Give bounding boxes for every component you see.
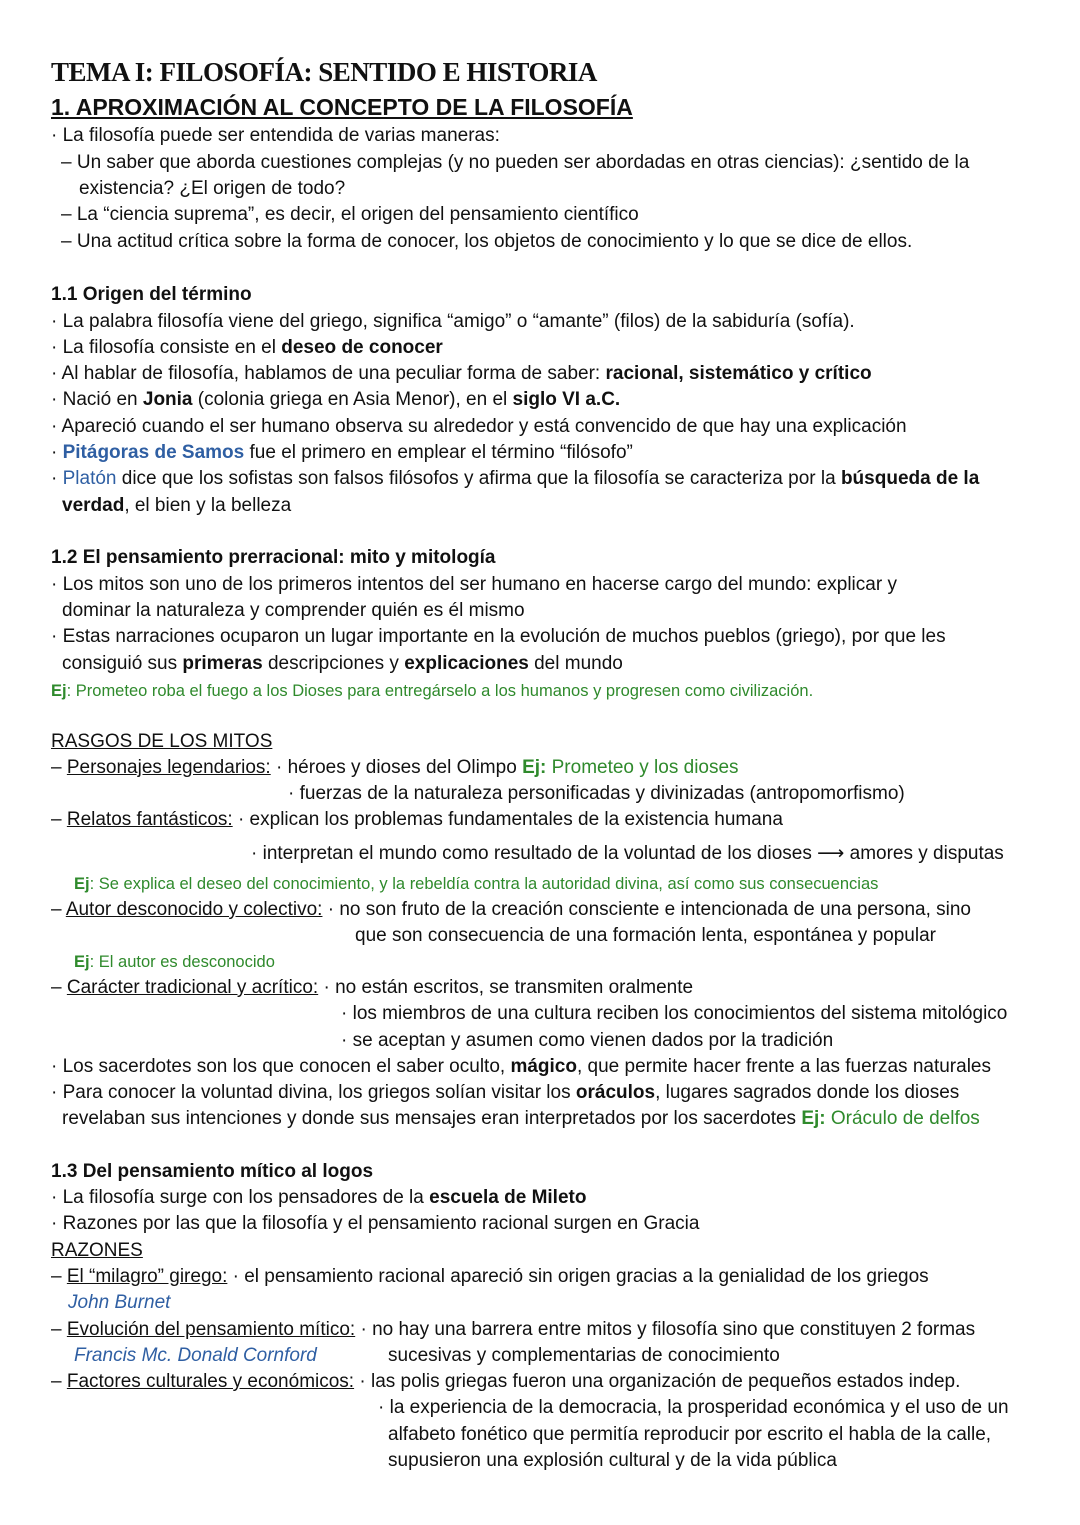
s1-line-5: – Una actitud crítica sobre la forma de conocer, los objetos de conocimiento y lo que se dice de ellos. xyxy=(61,231,913,252)
s12-line-4 xyxy=(62,653,623,675)
s1-line-2: – Un saber que aborda cuestiones complejas (y no pueden ser abordadas en otras ciencias): ¿sentido de la xyxy=(61,152,970,173)
example-autor xyxy=(74,951,275,973)
bold-text: primeras xyxy=(182,653,263,674)
bold-text: escuela de Mileto xyxy=(429,1187,587,1208)
example-label: Ej xyxy=(74,953,90,971)
s11-line-6 xyxy=(51,442,633,464)
text: del mundo xyxy=(528,653,623,674)
s11-line-3 xyxy=(51,363,872,385)
text: · no están escritos, se transmiten oralmente xyxy=(318,977,694,998)
rasgo-2-line-2: · interpretan el mundo como resultado de la voluntad de los dioses ⟶ amores y disputas xyxy=(251,843,1004,864)
razon-label: Evolución del pensamiento mítico: xyxy=(66,1319,356,1340)
text: · xyxy=(51,442,63,463)
s11-line-4 xyxy=(51,389,620,411)
razon-3-line-3: alfabeto fonético que permitía reproducir por escrito el habla de la calle, xyxy=(388,1424,992,1445)
rasgo-4-line-3: · se aceptan y asumen como vienen dados por la tradición xyxy=(341,1030,834,1051)
razon-2 xyxy=(51,1319,975,1341)
highlight-name: Pitágoras de Samos xyxy=(62,442,245,463)
text: revelaban sus intenciones y donde sus mensajes eran interpretados por los sacerdotes xyxy=(62,1108,802,1129)
example-text: Prometeo y los dioses xyxy=(546,757,739,778)
text: · La filosofía surge con los pensadores de la xyxy=(51,1187,430,1208)
razon-label: Factores culturales y económicos: xyxy=(66,1371,355,1392)
razon-3-line-2: · la experiencia de la democracia, la prosperidad económica y el uso de un xyxy=(378,1397,1009,1418)
dash: – xyxy=(51,1319,67,1340)
text: · el pensamiento racional apareció sin origen gracias a la genialidad de los griegos xyxy=(227,1266,929,1287)
bold-text: Jonia xyxy=(142,389,193,410)
example-label: Ej: xyxy=(801,1108,826,1129)
s13-line-1 xyxy=(51,1187,586,1209)
rasgos-heading: RASGOS DE LOS MITOS xyxy=(51,731,273,752)
bold-text: deseo de conocer xyxy=(281,337,443,358)
example-text: : Se explica el deseo del conocimiento, y la rebeldía contra la autoridad divina, así como sus consecuencias xyxy=(89,875,879,893)
rasgo-label: Carácter tradicional y acrítico: xyxy=(66,977,319,998)
rasgo-3 xyxy=(51,899,971,921)
section-1-heading: 1. APROXIMACIÓN AL CONCEPTO DE LA FILOSOFÍA xyxy=(51,94,633,120)
s1-line-1: · La filosofía puede ser entendida de varias maneras: xyxy=(51,125,500,146)
rasgo-label: Autor desconocido y colectivo: xyxy=(65,899,323,920)
razones-heading: RAZONES xyxy=(51,1240,143,1261)
section-1-2-heading: 1.2 El pensamiento prerracional: mito y mitología xyxy=(51,547,496,568)
s12-line-3: · Estas narraciones ocuparon un lugar importante en la evolución de muchos pueblos (griego), por que les xyxy=(51,626,946,647)
dash: – xyxy=(51,757,67,778)
text: fue el primero en emplear el término “filósofo” xyxy=(244,442,633,463)
bold-text: oráculos xyxy=(575,1082,656,1103)
mitos-line-1 xyxy=(51,1056,991,1078)
example-text: Oráculo de delfos xyxy=(825,1108,980,1129)
dash: – xyxy=(51,809,67,830)
bold-text: mágico xyxy=(510,1056,577,1077)
bold-text: verdad xyxy=(62,495,125,516)
example-label: Ej xyxy=(74,875,90,893)
razon-label: El “milagro” girego: xyxy=(66,1266,228,1287)
mitos-line-2 xyxy=(51,1082,959,1104)
text: dice que los sofistas son falsos filósofos y afirma que la filosofía se caracteriza por la xyxy=(116,468,841,489)
s11-line-7 xyxy=(51,468,979,490)
rasgo-label: Relatos fantásticos: xyxy=(66,809,233,830)
example-text: : Prometeo roba el fuego a los Dioses para entregárselo a los humanos y progresen como civilización. xyxy=(66,682,814,700)
page-title: TEMA I: FILOSOFÍA: SENTIDO E HISTORIA xyxy=(51,57,597,87)
example-prometeo xyxy=(51,680,813,702)
dash: – xyxy=(51,1371,67,1392)
text: , el bien y la belleza xyxy=(124,495,292,516)
rasgo-1 xyxy=(51,757,739,779)
dash: – xyxy=(51,1266,67,1287)
razon-3 xyxy=(51,1371,960,1393)
text: · Los sacerdotes son los que conocen el saber oculto, xyxy=(51,1056,511,1077)
text: · las polis griegas fueron una organización de pequeños estados indep. xyxy=(354,1371,961,1392)
text: · no son fruto de la creación consciente e intencionada de una persona, sino xyxy=(322,899,971,920)
text: · héroes y dioses del Olimpo xyxy=(270,757,523,778)
text: descripciones y xyxy=(262,653,405,674)
mitos-line-3 xyxy=(62,1108,980,1130)
section-1-3-heading: 1.3 Del pensamiento mítico al logos xyxy=(51,1161,374,1182)
razon-2-line-2: sucesivas y complementarias de conocimiento xyxy=(388,1345,780,1366)
highlight-name: Platón xyxy=(62,468,117,489)
bold-text: siglo VI a.C. xyxy=(512,389,621,410)
bold-text: explicaciones xyxy=(404,653,529,674)
bold-text: racional, sistemático y crítico xyxy=(605,363,872,384)
razon-1 xyxy=(51,1266,929,1288)
text: · La filosofía consiste en el xyxy=(51,337,282,358)
dash: – xyxy=(51,899,66,920)
example-label: Ej xyxy=(51,682,67,700)
text: · Al hablar de filosofía, hablamos de una peculiar forma de saber: xyxy=(51,363,606,384)
s11-line-1: · La palabra filosofía viene del griego, significa “amigo” o “amante” (filos) de la sabiduría (sofía). xyxy=(51,311,855,332)
dash: – xyxy=(51,977,67,998)
text: consiguió sus xyxy=(62,653,183,674)
s13-line-2: · Razones por las que la filosofía y el pensamiento racional surgen en Gracia xyxy=(51,1213,700,1234)
author-john-burnet: John Burnet xyxy=(68,1292,171,1313)
s1-line-4: – La “ciencia suprema”, es decir, el origen del pensamiento científico xyxy=(61,204,639,225)
author-cornford: Francis Mc. Donald Cornford xyxy=(74,1345,317,1366)
text: (colonia griega en Asia Menor), en el xyxy=(192,389,513,410)
example-label: Ej: xyxy=(522,757,547,778)
s1-line-3: existencia? ¿El origen de todo? xyxy=(79,178,346,199)
rasgo-3-line-2: que son consecuencia de una formación lenta, espontánea y popular xyxy=(355,925,936,946)
razon-3-line-4: supusieron una explosión cultural y de la vida pública xyxy=(388,1450,837,1471)
rasgo-2 xyxy=(51,809,783,831)
s11-line-8 xyxy=(62,495,291,517)
rasgo-4 xyxy=(51,977,693,999)
text: · xyxy=(51,468,63,489)
rasgo-label: Personajes legendarios: xyxy=(66,757,271,778)
s11-line-2 xyxy=(51,337,443,359)
s12-line-2: dominar la naturaleza y comprender quién es él mismo xyxy=(62,600,525,621)
text: · explican los problemas fundamentales de la existencia humana xyxy=(232,809,783,830)
rasgo-4-line-2: · los miembros de una cultura reciben los conocimientos del sistema mitológico xyxy=(341,1003,1008,1024)
text: , que permite hacer frente a las fuerzas naturales xyxy=(576,1056,991,1077)
text: · no hay una barrera entre mitos y filosofía sino que constituyen 2 formas xyxy=(355,1319,976,1340)
bold-text: búsqueda de la xyxy=(840,468,980,489)
text: , lugares sagrados donde los dioses xyxy=(655,1082,960,1103)
rasgo-1-line-2: · fuerzas de la naturaleza personificadas y divinizadas (antropomorfismo) xyxy=(288,783,905,804)
section-1-1-heading: 1.1 Origen del término xyxy=(51,284,252,305)
text: · Para conocer la voluntad divina, los griegos solían visitar los xyxy=(51,1082,576,1103)
s11-line-5: · Apareció cuando el ser humano observa su alrededor y está convencido de que hay una explicación xyxy=(51,416,907,437)
text: · Nació en xyxy=(51,389,143,410)
example-text: : El autor es desconocido xyxy=(89,953,275,971)
s12-line-1: · Los mitos son uno de los primeros intentos del ser humano en hacerse cargo del mundo: explicar y xyxy=(51,574,897,595)
example-rebeldia xyxy=(74,873,878,895)
